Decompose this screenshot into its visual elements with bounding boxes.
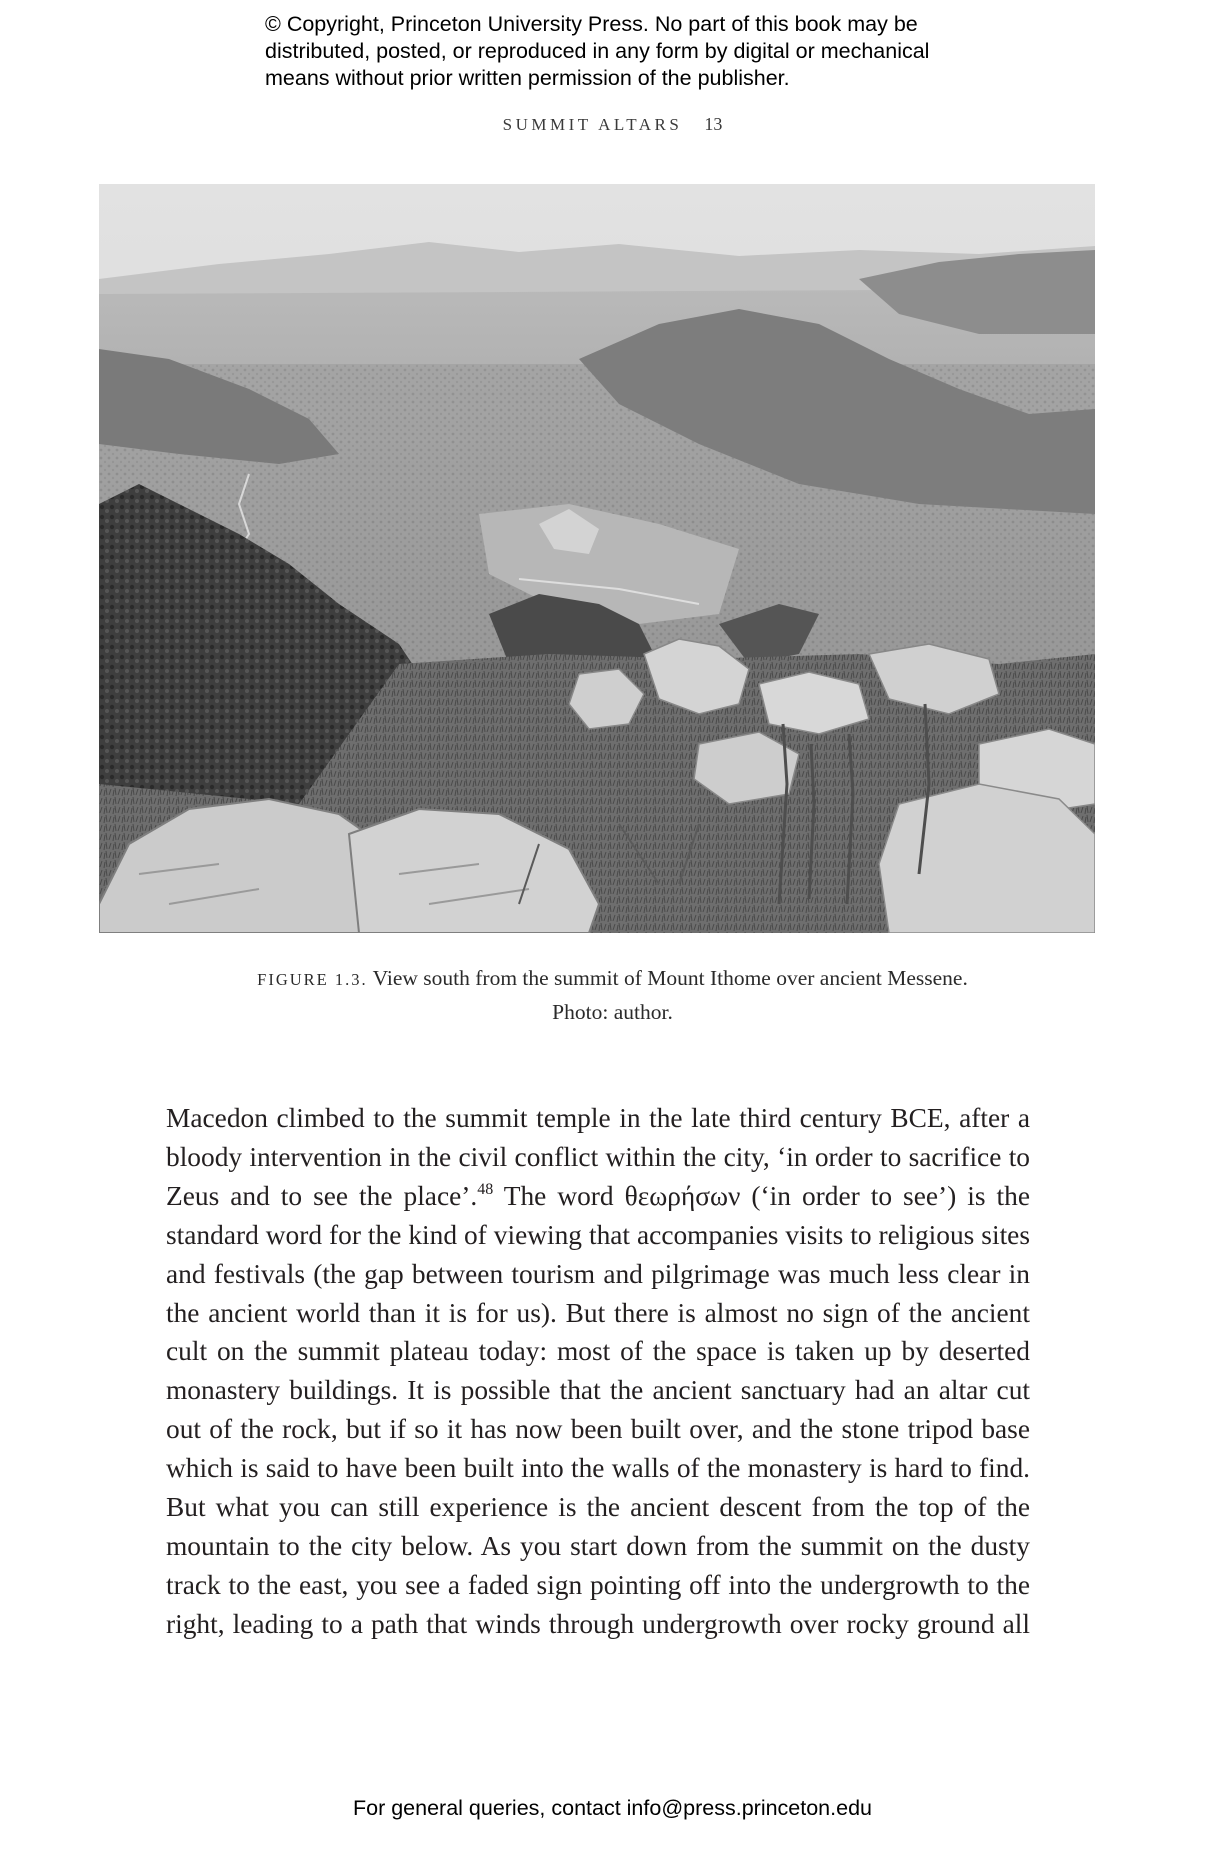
body-paragraph [166, 1099, 1030, 1644]
text-line: monastery buildings. It is possible that the ancient sanctuary had an altar cut [166, 1375, 1030, 1406]
copyright-line: means without prior written permission of the publisher. [265, 66, 790, 90]
figure-caption [0, 962, 1225, 1029]
text-line: standard word for the kind of viewing that accompanies visits to religious sites [166, 1219, 1030, 1250]
text-line: which is said to have been built into the walls of the monastery is hard to find. [166, 1453, 1030, 1484]
figure-photo [99, 184, 1095, 933]
running-head-title: SUMMIT ALTARS [502, 115, 683, 134]
text-line: But what you can still experience is the ancient descent from the top of the [166, 1492, 1030, 1523]
footer-contact: For general queries, contact info@press.princeton.edu [352, 1796, 872, 1820]
text-line: and festivals (the gap between tourism and pilgrimage was much less clear in [166, 1258, 1030, 1289]
text-line: bloody intervention in the civil conflict within the city, ‘in order to sacrifice to [166, 1141, 1030, 1172]
text-line: out of the rock, but if so it has now been built over, and the stone tripod base [166, 1414, 1030, 1445]
figure-label: FIGURE 1.3. [257, 970, 368, 989]
footnote-marker[interactable]: 48 [477, 1180, 494, 1198]
page-number: 13 [704, 114, 723, 134]
copyright-notice [265, 11, 1025, 92]
text-line: the ancient world than it is for us). But there is almost no sign of the ancient [166, 1297, 1030, 1328]
text-line: The word θεωρήσων (‘in order to see’) is the [503, 1180, 1030, 1211]
text-line: cult on the summit plateau today: most of the space is taken up by deserted [166, 1336, 1030, 1367]
text-line: Zeus and to see the place’. [166, 1180, 478, 1211]
text-line: track to the east, you see a faded sign pointing off into the undergrowth to the [166, 1569, 1030, 1600]
caption-text: View south from the summit of Mount Ithome over ancient Messene. [372, 966, 968, 990]
copyright-line: distributed, posted, or reproduced in any form by digital or mechanical [265, 39, 930, 63]
text-line: right, leading to a path that winds through undergrowth over rocky ground all [166, 1608, 1030, 1639]
copyright-line: © Copyright, Princeton University Press. No part of this book may be [265, 12, 918, 36]
running-head [0, 114, 1225, 135]
caption-credit: Photo: author. [552, 1000, 673, 1024]
text-line: Macedon climbed to the summit temple in the late third century BCE, after a [166, 1103, 1030, 1133]
text-line: mountain to the city below. As you start down from the summit on the dusty [166, 1530, 1030, 1561]
text-line-with-footnote [166, 1177, 1030, 1216]
